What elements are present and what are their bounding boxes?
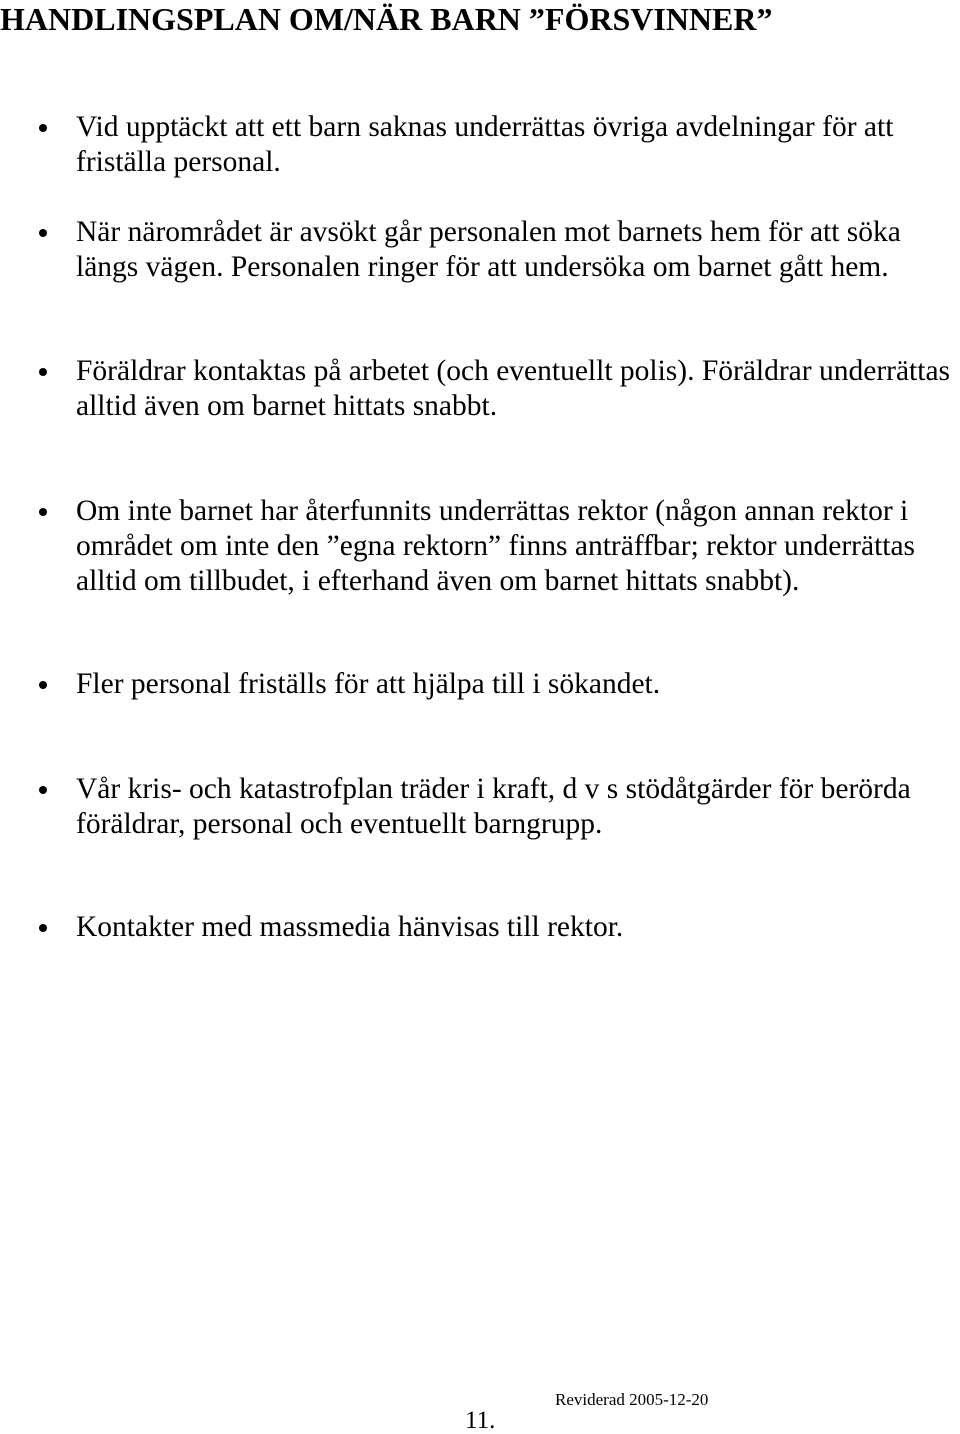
list-item-line: När närområdet är avsökt går personalen mot barnets hem för att söka [76, 216, 901, 248]
list-item-line: föräldrar, personal och eventuellt barngrupp. [76, 808, 603, 840]
bullet-icon [39, 681, 47, 689]
list-item-text [76, 110, 893, 180]
page-number: 11. [465, 1407, 496, 1434]
list-item-line: Föräldrar kontaktas på arbetet (och eventuellt polis). Föräldrar underrättas [76, 355, 951, 387]
list-item-line: Vår kris- och katastrofplan träder i kraft, d v s stödåtgärder för berörda [76, 773, 911, 805]
bullet-icon [39, 508, 47, 516]
list-item-text [76, 910, 623, 945]
list-item-line: området om inte den ”egna rektorn” finns anträffbar; rektor underrättas [76, 530, 916, 562]
revised-date: Reviderad 2005-12-20 [555, 1390, 709, 1409]
list-item-line: friställa personal. [76, 146, 281, 178]
list-item-text [76, 494, 915, 599]
list-item-line: längs vägen. Personalen ringer för att undersöka om barnet gått hem. [76, 251, 889, 283]
list-item-text [76, 354, 950, 424]
bullet-icon [39, 229, 47, 237]
bullet-icon [39, 124, 47, 132]
list-item-line: Vid upptäckt att ett barn saknas underrättas övriga avdelningar för att [76, 111, 894, 143]
list-item-text [76, 772, 911, 842]
list-item-line: alltid även om barnet hittats snabbt. [76, 390, 498, 422]
bullet-icon [39, 924, 47, 932]
list-item-line: Kontakter med massmedia hänvisas till rektor. [76, 911, 624, 943]
list-item-text [76, 667, 660, 702]
bullet-icon [39, 368, 47, 376]
bullet-icon [39, 786, 47, 794]
list-item-line: alltid om tillbudet, i efterhand även om barnet hittats snabbt). [76, 565, 800, 597]
list-item-line: Fler personal friställs för att hjälpa till i sökandet. [76, 668, 661, 700]
page-title: HANDLINGSPLAN OM/NÄR BARN ”FÖRSVINNER” [0, 1, 773, 37]
list-item-line: Om inte barnet har återfunnits underrättas rektor (någon annan rektor i [76, 495, 909, 527]
list-item-text [76, 215, 901, 285]
